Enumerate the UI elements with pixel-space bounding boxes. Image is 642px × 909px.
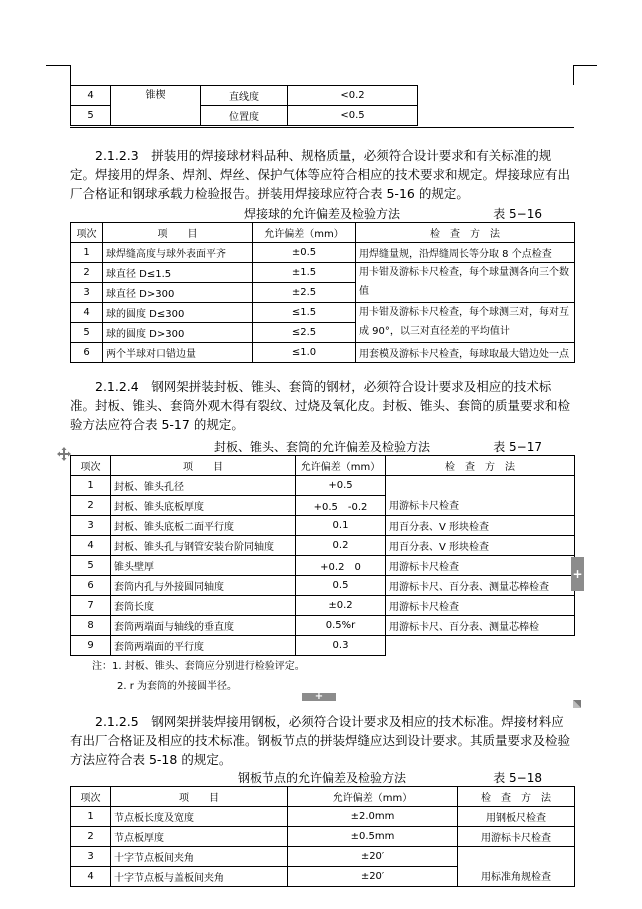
table-row	[71, 476, 575, 496]
cell-tolerance: ±2.0mm	[288, 807, 458, 827]
header-cell: 允许偏差（mm）	[253, 223, 356, 243]
crop-mark-top-left-vertical	[70, 65, 71, 85]
table-row	[71, 516, 575, 536]
table-row	[71, 827, 575, 847]
table-18-title: 钢板节点的允许偏差及检验方法	[237, 771, 406, 785]
header-cell: 检 查 方 法	[458, 787, 575, 807]
paragraph-2-1-2-4: 2.1.2.4 钢网架拼装封板、锥头、套筒的钢材，必须符合设计要求及相应的技术标准。封板、锥头、套筒外观木得有裂纹、过烧及氧化皮。封板、锥头、套筒的质量要求和检验方法应符合表 5-17 的规定。	[70, 379, 571, 432]
cell-item: 两个半球对口错边量	[103, 343, 253, 363]
header-cell: 项次	[71, 456, 111, 476]
cell-no: 4	[71, 867, 111, 887]
cell-no: 6	[71, 343, 103, 363]
cell-no: 7	[71, 596, 111, 616]
table-row	[71, 243, 575, 263]
table-18-number: 表 5−18	[493, 771, 542, 785]
cell-method: 用焊缝量规，沿焊缝周长等分取 8 个点检查	[356, 243, 575, 263]
cell-no: 4	[71, 86, 111, 106]
table-row	[71, 847, 575, 867]
cell-item: 十字节点板与盖板间夹角	[111, 867, 288, 887]
table-17-note-2: 2. r 为套筒的外接圆半径。	[117, 681, 238, 692]
table-row	[71, 536, 575, 556]
cell-item: 节点板长度及宽度	[111, 807, 288, 827]
cell-tolerance: 0.5	[296, 576, 386, 596]
table-17-caption	[70, 437, 574, 455]
table-row	[71, 86, 418, 106]
table-row	[71, 636, 575, 656]
table-row	[71, 807, 575, 827]
header-cell: 允许偏差（mm）	[296, 456, 386, 476]
cell-tolerance: ±0.5	[253, 243, 356, 263]
table-17-title: 封板、锥头、套筒的允许偏差及检验方法	[213, 440, 430, 454]
cell-no: 5	[71, 106, 111, 126]
add-row-handle[interactable]: +	[302, 693, 336, 701]
table-18-caption	[70, 768, 574, 786]
table-16-caption	[70, 204, 574, 222]
cell-value: <0.2	[288, 86, 418, 106]
paragraph-2-1-2-5: 2.1.2.5 钢网架拼装焊接用钢板，必须符合设计要求及相应的技术标准。焊接材料应有出厂合格证及相应的技术标准。钢板节点的拼装焊缝应达到设计要求。其质量要求及检验方法应符合表 5-18 的规定。	[70, 714, 571, 767]
cell-item: 封板、锥头孔径	[111, 476, 296, 496]
cell-method: 用卡钳及游标卡尺检查，每个球量测各向三个数值	[356, 263, 575, 303]
cell-method: 用游标卡尺检查	[386, 556, 575, 576]
table-18	[70, 786, 575, 887]
crop-mark-top-right-horizontal	[573, 65, 597, 66]
cell-method: 用标准角规检查	[458, 847, 575, 887]
cell-no: 3	[71, 847, 111, 867]
cell-tolerance: 0.2	[296, 536, 386, 556]
cell-no: 6	[71, 576, 111, 596]
cell-method: 用游标卡尺、百分表、测量芯棒检查	[386, 576, 575, 596]
cell-no: 5	[71, 323, 103, 343]
header-cell: 检 查 方 法	[386, 456, 575, 476]
cell-no: 2	[71, 496, 111, 516]
cell-item: 球的圆度 D≤300	[103, 303, 253, 323]
header-cell: 检 查 方 法	[356, 223, 575, 243]
cell-method: 用游标卡尺检查	[386, 476, 575, 516]
cell-tolerance: ±20′	[288, 847, 458, 867]
cell-no: 1	[71, 807, 111, 827]
cell-item: 锥楔	[111, 86, 201, 126]
table-row	[71, 556, 575, 576]
table-16-title: 焊接球的允许偏差及检验方法	[243, 207, 400, 221]
header-cell: 项 目	[103, 223, 253, 243]
cell-no: 4	[71, 303, 103, 323]
cell-no: 1	[71, 476, 111, 496]
table-row	[71, 576, 575, 596]
cell-tolerance: 0.1	[296, 516, 386, 536]
table-row	[71, 263, 575, 283]
cell-method	[386, 636, 575, 656]
table-16	[70, 222, 575, 363]
table-header-row	[71, 787, 575, 807]
table-17-number: 表 5−17	[493, 440, 542, 454]
cell-method: 用钢板尺检查	[458, 807, 575, 827]
cell-method: 用游标卡尺检查	[386, 596, 575, 616]
cell-no: 4	[71, 536, 111, 556]
cell-item: 节点板厚度	[111, 827, 288, 847]
table-move-handle-icon[interactable]	[57, 446, 71, 460]
cell-tolerance: ≤1.0	[253, 343, 356, 363]
cell-tolerance: ±0.2	[296, 596, 386, 616]
cell-item: 球的圆度 D>300	[103, 323, 253, 343]
table-17-note-1: 注：1. 封板、锥头、套筒应分别进行检验评定。	[92, 661, 305, 672]
fragment-bottom-rule	[70, 127, 574, 128]
cell-no: 2	[71, 263, 103, 283]
cell-item: 球直径 D>300	[103, 283, 253, 303]
cell-item: 球焊缝高度与球外表面平齐	[103, 243, 253, 263]
cell-no: 8	[71, 616, 111, 636]
table-header-row	[71, 223, 575, 243]
table-16-number: 表 5−16	[493, 207, 542, 221]
cell-item: 套筒两端面与轴线的垂直度	[111, 616, 296, 636]
header-cell: 项 目	[111, 787, 288, 807]
cell-no: 2	[71, 827, 111, 847]
cell-method: 用套模及游标卡尺检查，每球取最大错边处一点	[356, 343, 575, 363]
table-fragment-top	[70, 85, 418, 126]
cell-no: 3	[71, 283, 103, 303]
cell-tolerance: ±0.5mm	[288, 827, 458, 847]
cell-tolerance: ≤2.5	[253, 323, 356, 343]
cell-item: 十字节点板间夹角	[111, 847, 288, 867]
add-column-handle[interactable]: +	[571, 557, 584, 591]
cell-no: 9	[71, 636, 111, 656]
table-row	[71, 343, 575, 363]
cell-tolerance: 0.5%r	[296, 616, 386, 636]
cell-no: 1	[71, 243, 103, 263]
cell-tolerance: +0.5 -0.2	[296, 496, 386, 516]
cell-item: 封板、锥头底板厚度	[111, 496, 296, 516]
cell-tolerance: ±2.5	[253, 283, 356, 303]
table-row	[71, 596, 575, 616]
cell-sub-item: 位置度	[201, 106, 288, 126]
cell-tolerance: +0.5	[296, 476, 386, 496]
crop-mark-top-right-vertical	[573, 65, 574, 85]
cell-no: 3	[71, 516, 111, 536]
header-cell: 项次	[71, 787, 111, 807]
cell-tolerance: 0.3	[296, 636, 386, 656]
cell-item: 套筒长度	[111, 596, 296, 616]
header-cell: 项次	[71, 223, 103, 243]
crop-mark-top-left-horizontal	[46, 65, 70, 66]
cell-tolerance: ±1.5	[253, 263, 356, 283]
resize-handle-icon[interactable]	[573, 693, 581, 701]
cell-method: 用百分表、V 形块检查	[386, 536, 575, 556]
table-header-row	[71, 456, 575, 476]
header-cell: 项 目	[111, 456, 296, 476]
cell-method: 用游标卡尺检查	[458, 827, 575, 847]
cell-method: 用游标卡尺、百分表、测量芯棒检	[386, 616, 575, 636]
cell-item: 封板、锥头底板二面平行度	[111, 516, 296, 536]
paragraph-2-1-2-3: 2.1.2.3 拼装用的焊接球材料品种、规格质量，必须符合设计要求和有关标准的规定。焊接用的焊条、焊剂、焊丝、保护气体等应符合相应的技术要求和规定。焊接球应有出厂合格证和钢球承载力检验报告。拼装用焊接球应符合表 5-16 的规定。	[70, 148, 571, 201]
cell-method: 用百分表、V 形块检查	[386, 516, 575, 536]
cell-method: 用卡钳及游标卡尺检查，每个球测三对，每对互成 90°，以三对直径差的平均值计	[356, 303, 575, 343]
table-row	[71, 616, 575, 636]
cell-tolerance: +0.2 0	[296, 556, 386, 576]
cell-item: 套筒两端面的平行度	[111, 636, 296, 656]
cell-item: 套筒内孔与外接圆同轴度	[111, 576, 296, 596]
cell-no: 5	[71, 556, 111, 576]
cell-tolerance: ±20′	[288, 867, 458, 887]
cell-value: <0.5	[288, 106, 418, 126]
cell-item: 封板、锥头孔与钢管安装台阶同轴度	[111, 536, 296, 556]
table-17	[70, 455, 575, 656]
cell-item: 锥头壁厚	[111, 556, 296, 576]
cell-sub-item: 直线度	[201, 86, 288, 106]
cell-tolerance: ≤1.5	[253, 303, 356, 323]
cell-item: 球直径 D≤1.5	[103, 263, 253, 283]
header-cell: 允许偏差（mm）	[288, 787, 458, 807]
table-row	[71, 303, 575, 323]
